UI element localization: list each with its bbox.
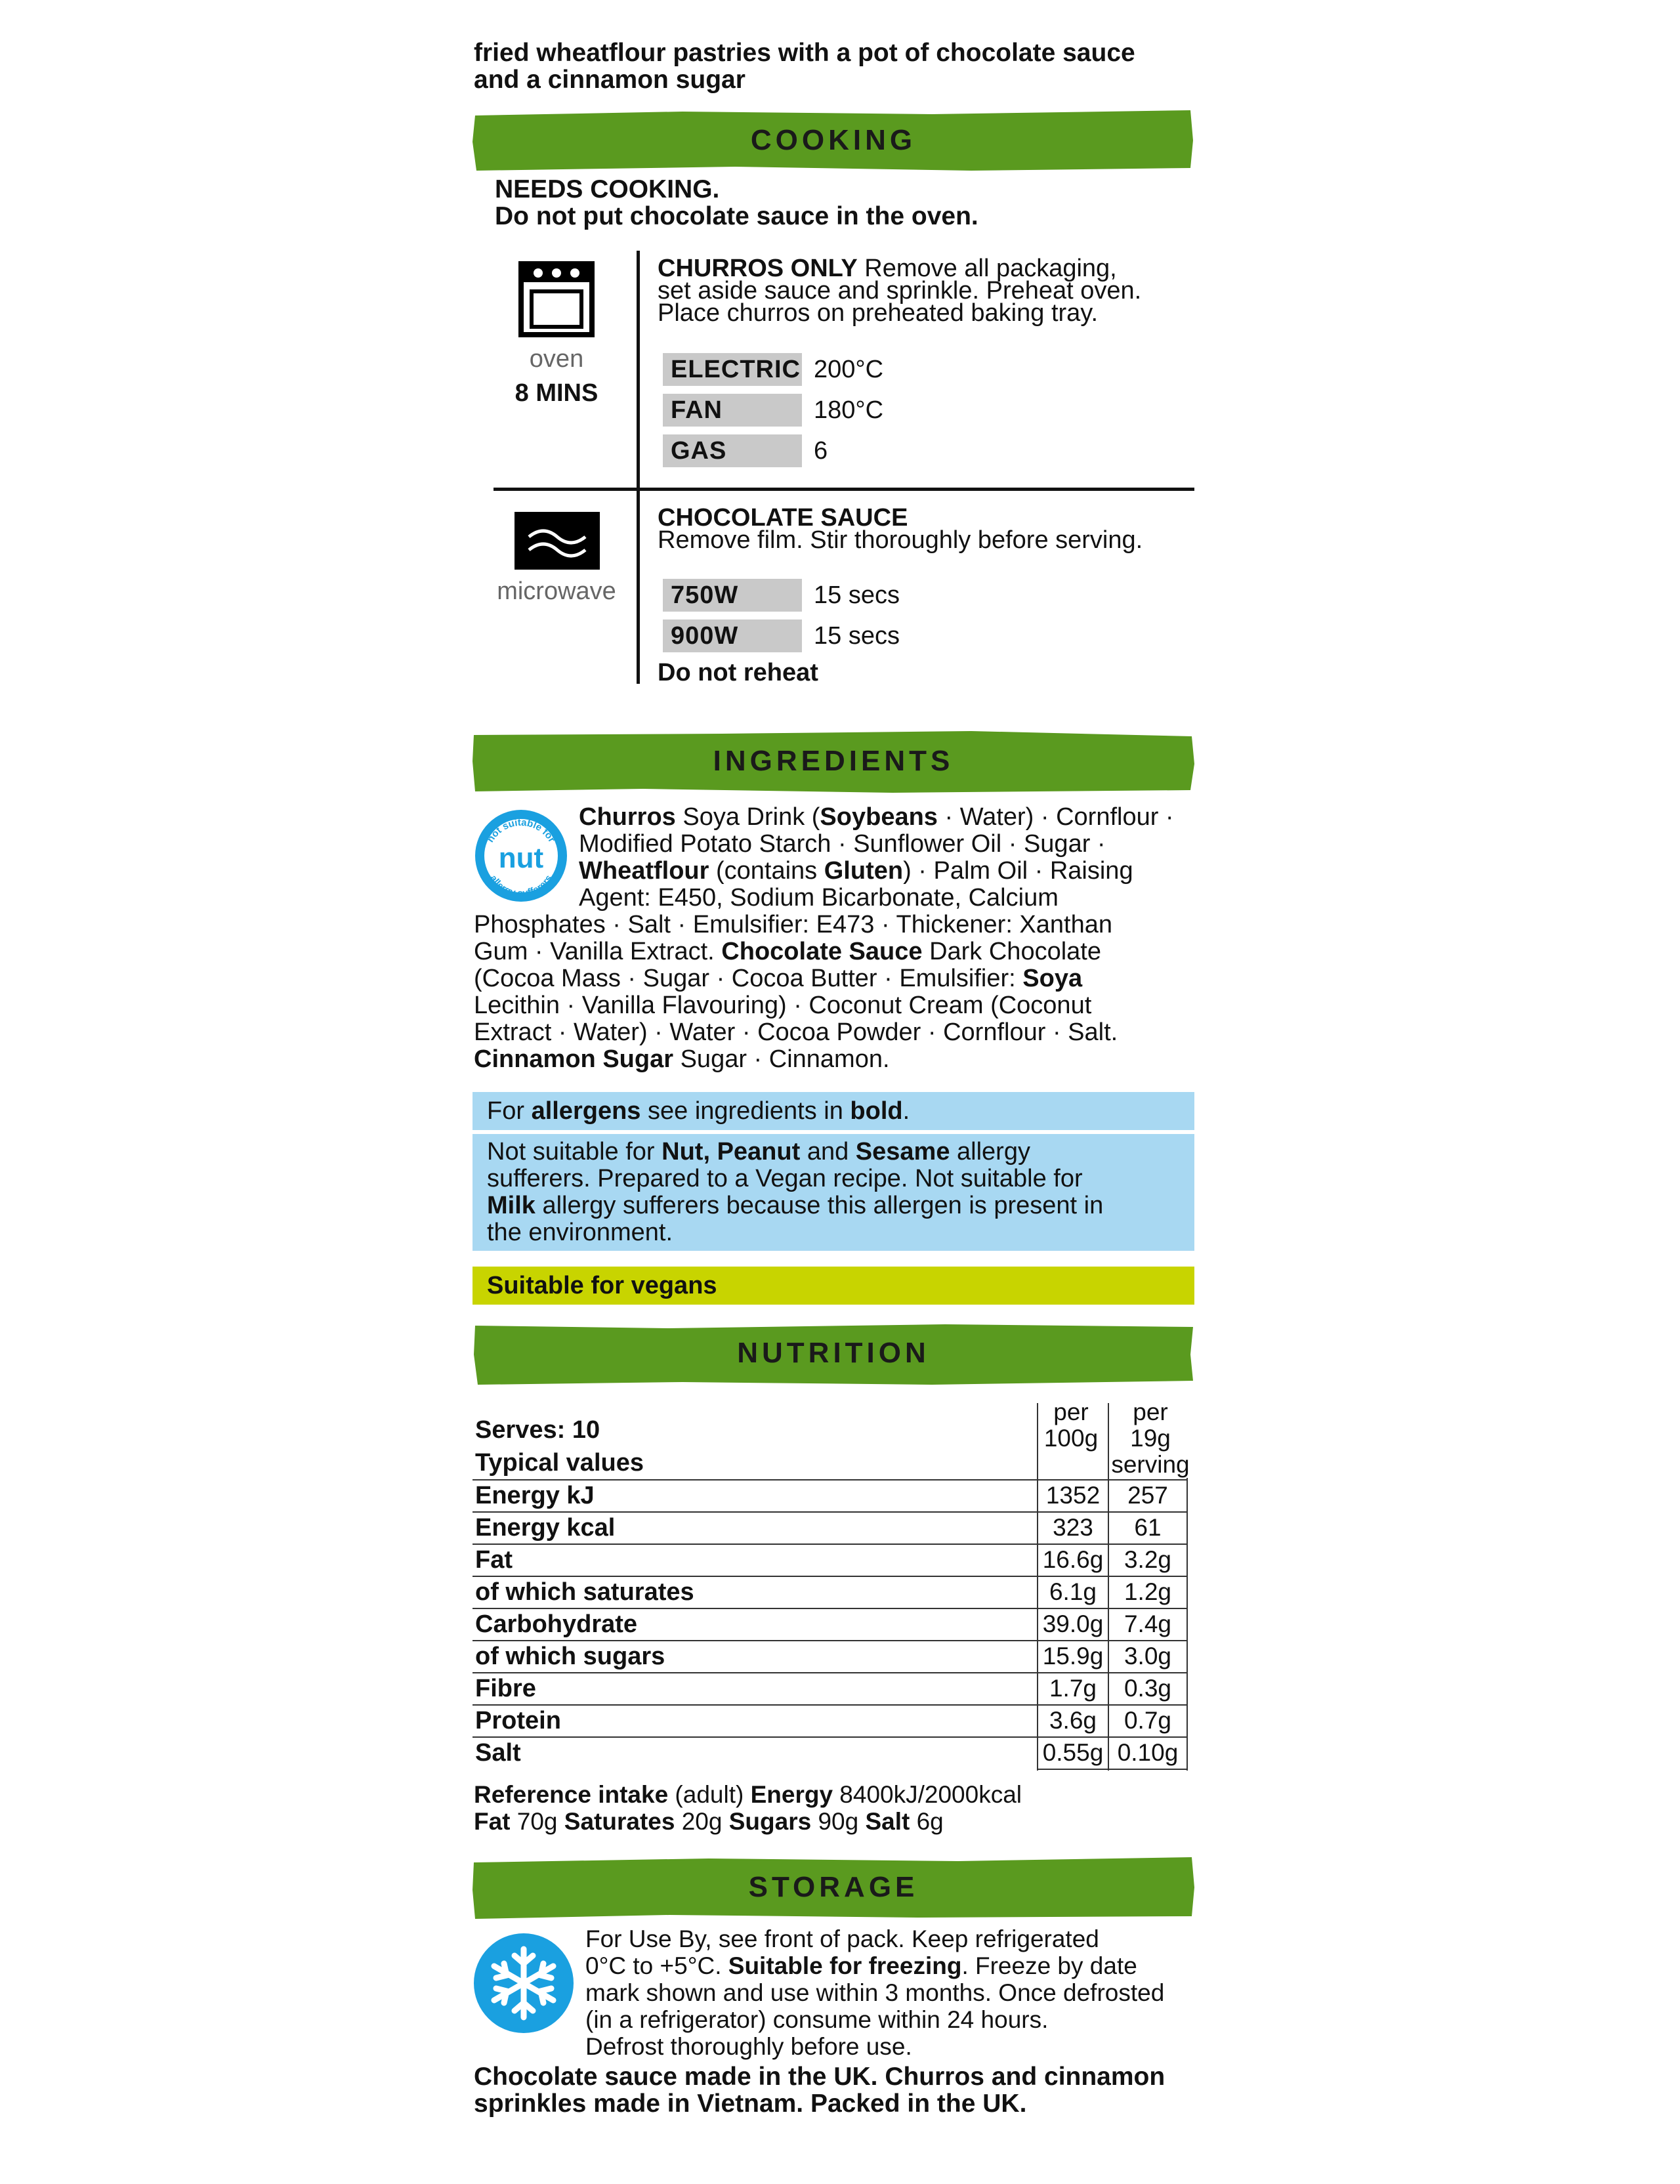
storage-banner [472,1856,1194,1919]
setting-electric: ELECTRIC [663,353,802,386]
setting-fan: FAN [663,394,802,427]
ingredient-segment: Cinnamon Sugar [474,1045,674,1073]
col-serving-header: per 19g serving [1111,1398,1190,1478]
ingredient-segment: ) · Palm Oil · Raising [903,857,1133,885]
ingredients-banner [472,730,1194,793]
setting-750w-value: 15 secs [814,581,900,609]
row-divider [472,1544,1188,1545]
ingredient-line [474,911,1112,939]
ingredient-segment: Phosphates · Salt · Emulsifier: E473 · Thickener: Xanthan [474,911,1113,938]
setting-fan-value: 180°C [814,396,884,424]
oven-label: oven [529,345,584,373]
row-divider [472,1640,1188,1641]
intro-line-1: fried wheatflour pastries with a pot of chocolate sauce [474,39,1135,67]
reference-segment: 70g [510,1808,564,1835]
storage-line [585,1979,1164,2007]
setting-750w: 750W [663,579,802,612]
storage-line [585,1925,1099,1953]
nutrient-per100: 1352 [1045,1482,1101,1509]
nutrient-label: Protein [475,1707,561,1734]
nutrient-label: Fat [475,1546,513,1574]
cooking-warning-2: Do not put chocolate sauce in the oven. [495,202,978,230]
setting-900w: 900W [663,620,802,652]
microwave-heading: CHOCOLATE SAUCE [658,504,908,532]
setting-gas: GAS [663,434,802,467]
allergen-segment: . [902,1097,910,1125]
ingredient-segment: Soybeans [820,803,938,831]
serves [475,1416,600,1444]
allergen-advice-segment: sufferers. Prepared to a Vegan recipe. Not suitable for [487,1165,1083,1192]
oven-time: 8 MINS [514,379,598,407]
storage-segment: Defrost thoroughly before use. [585,2033,912,2060]
row-divider [472,1479,1188,1480]
row-divider [472,1672,1188,1673]
intro-line-2: and a cinnamon sugar [474,66,746,94]
storage-line [585,1952,1137,1980]
nutrient-per-serving: 61 [1134,1514,1162,1541]
ingredient-segment: Sugar · Cinnamon. [673,1045,890,1073]
row-divider [472,1704,1188,1706]
serves-label: Serves: [475,1416,572,1444]
ingredient-segment: Chocolate Sauce [721,938,923,965]
nutrient-label: of which saturates [475,1578,694,1606]
nutrient-per-serving: 3.2g [1124,1546,1171,1573]
microwave-note: Do not reheat [658,659,818,686]
storage-segment: For Use By, see front of pack. Keep refrigerated [585,1925,1099,1952]
reference-segment: (adult) [668,1781,751,1808]
allergen-segment: allergens [531,1097,641,1125]
nutrient-per100: 1.7g [1049,1675,1097,1702]
cooking-warning-1: NEEDS COOKING. [495,175,720,203]
reference-segment: 8400kJ/2000kcal [833,1781,1022,1808]
reference-line [474,1781,1022,1809]
allergen-advice-segment: Not suitable for [487,1138,662,1166]
row-divider [472,1511,1188,1513]
cooking-divider-horizontal [494,488,1194,491]
storage-segment: . Freeze by date [961,1952,1137,1979]
microwave-label: microwave [497,578,616,605]
nut-badge-top: not suitable for [484,816,558,845]
allergen-segment: see ingredients in [640,1097,850,1125]
ingredient-line [474,992,1091,1020]
allergen-segment: For [487,1097,532,1125]
microwave-text: Remove film. Stir thoroughly before serving. [658,526,1143,554]
ingredient-segment: Gluten [824,857,904,885]
allergen-advice-segment: Milk [487,1192,536,1219]
reference-segment: Reference intake [474,1781,669,1808]
reference-segment: Salt [865,1808,910,1835]
ingredient-segment: (contains [709,857,824,885]
row-divider [472,1576,1188,1577]
serves-value: 10 [572,1416,600,1444]
ingredients-title: INGREDIENTS [713,745,954,777]
nutrient-per100: 3.6g [1049,1707,1097,1734]
ingredient-segment: (Cocoa Mass · Sugar · Cocoa Butter · Emulsifier: [474,965,1023,992]
nut-badge-middle: nut [498,842,544,874]
reference-segment: Fat [474,1808,511,1835]
setting-gas-value: 6 [814,437,828,465]
nutrient-per-serving: 0.3g [1124,1675,1171,1702]
origin-line-1: Chocolate sauce made in the UK. Churros and cinnamon [474,2063,1166,2091]
nutrient-per-serving: 0.7g [1124,1707,1171,1734]
ingredient-line [474,1045,890,1074]
storage-segment: mark shown and use within 3 months. Once defrosted [585,1979,1165,2006]
microwave-icon [514,512,600,570]
snowflake-icon [472,1932,575,2034]
nut-badge-bottom: allergy sufferers [487,873,555,900]
storage-line [585,2006,1048,2034]
allergen-advice-line [487,1165,1083,1193]
cooking-banner [472,109,1194,172]
oven-text-3: Place churros on preheated baking tray. [658,299,1099,327]
ingredient-line [579,803,1174,831]
nutrient-label: of which sugars [475,1643,665,1670]
nutrient-per100: 0.55g [1042,1739,1104,1766]
oven-instructions [658,255,1142,327]
nutrient-per-serving: 257 [1127,1482,1168,1509]
storage-title: STORAGE [748,1871,919,1903]
storage-segment: 0°C to +5°C. [585,1952,728,1979]
ingredient-segment: Soya [1022,965,1083,992]
cooking-title: COOKING [750,124,917,156]
nutrient-label: Fibre [475,1675,536,1702]
col-divider-3 [1186,1478,1188,1771]
ingredient-segment: Soya Drink ( [675,803,820,831]
storage-segment: Suitable for freezing [728,1952,962,1979]
cooking-divider-vertical [637,251,640,684]
ingredient-line [474,1018,1118,1047]
setting-900w-value: 15 secs [814,622,900,650]
allergen-advice-line [487,1219,673,1247]
row-divider [472,1608,1188,1609]
table-bottom-border [1037,1769,1188,1770]
ingredient-segment: Gum · Vanilla Extract. [474,938,722,965]
ingredient-segment: Wheatflour [579,857,709,885]
nutrient-label: Energy kcal [475,1514,616,1542]
nutrient-label: Carbohydrate [475,1610,638,1638]
reference-segment: 20g [675,1808,729,1835]
allergen-advice-segment: allergy [950,1138,1030,1166]
nutrition-banner [472,1322,1194,1385]
nutrient-per100: 15.9g [1042,1643,1104,1670]
reference-segment: Saturates [564,1808,675,1835]
allergen-advice-line [487,1138,1030,1166]
reference-segment: Energy [750,1781,833,1808]
allergen-advice [472,1134,1194,1251]
ingredient-line [579,857,1133,885]
allergen-advice-segment: the environment. [487,1219,673,1246]
nutrient-per100: 323 [1053,1514,1093,1541]
allergen-notice [472,1092,1194,1130]
ingredient-segment: Modified Potato Starch · Sunflower Oil · Sugar · [579,830,1106,858]
allergen-advice-segment: and [800,1138,856,1166]
ingredient-line [474,938,1101,966]
reference-segment: Sugars [728,1808,812,1835]
ingredient-segment: Agent: E450, Sodium Bicarbonate, Calcium [579,884,1059,912]
nutrient-per100: 16.6g [1042,1546,1104,1573]
nutrient-label: Salt [475,1739,521,1767]
allergen-advice-line [487,1192,1103,1220]
allergen-advice-segment: Sesame [855,1138,950,1166]
nutrient-per100: 39.0g [1042,1610,1104,1637]
ingredient-segment: Churros [579,803,676,831]
reference-segment: 6g [910,1808,944,1835]
oven-text-1: Remove all packaging, [857,255,1117,282]
reference-line [474,1808,944,1836]
storage-line [585,2033,912,2061]
allergen-advice-segment: allergy sufferers because this allergen is present in [535,1192,1104,1219]
col-per100-header: per 100g [1043,1398,1099,1452]
ingredient-segment: Dark Chocolate [922,938,1101,965]
nutrient-per-serving: 0.10g [1117,1739,1179,1766]
typical-values: Typical values [475,1449,644,1477]
nutrient-per100: 6.1g [1049,1578,1097,1605]
nutrition-title: NUTRITION [737,1337,930,1369]
allergen-advice-segment: Nut, Peanut [662,1138,801,1166]
row-divider [472,1736,1188,1738]
ingredient-segment: Extract · Water) · Water · Cocoa Powder · Cornflour · Salt. [474,1018,1118,1046]
nutrient-per-serving: 7.4g [1124,1610,1171,1637]
ingredient-line [579,830,1106,858]
vegan-badge [472,1267,1194,1305]
storage-segment: (in a refrigerator) consume within 24 hours. [585,2006,1049,2033]
nutrient-per-serving: 1.2g [1124,1578,1171,1605]
ingredient-segment: · Water) · Cornflour · [937,803,1174,831]
allergen-line [487,1097,910,1125]
ingredient-line [474,965,1082,993]
allergen-segment: bold [850,1097,903,1125]
vegan-text: Suitable for vegans [487,1272,717,1299]
nutrient-label: Energy kJ [475,1482,595,1509]
nut-badge-icon [472,807,570,904]
oven-text-2: set aside sauce and sprinkle. Preheat oven. [658,277,1142,304]
ingredient-line [579,884,1059,912]
nutrient-per-serving: 3.0g [1124,1643,1171,1670]
origin-line-2: sprinkles made in Vietnam. Packed in the UK. [474,2090,1027,2118]
ingredient-segment: Lecithin · Vanilla Flavouring) · Coconut Cream (Coconut [474,992,1092,1019]
setting-electric-value: 200°C [814,356,884,383]
oven-heading: CHURROS ONLY [658,255,858,282]
oven-icon [518,261,595,337]
reference-segment: 90g [811,1808,866,1835]
